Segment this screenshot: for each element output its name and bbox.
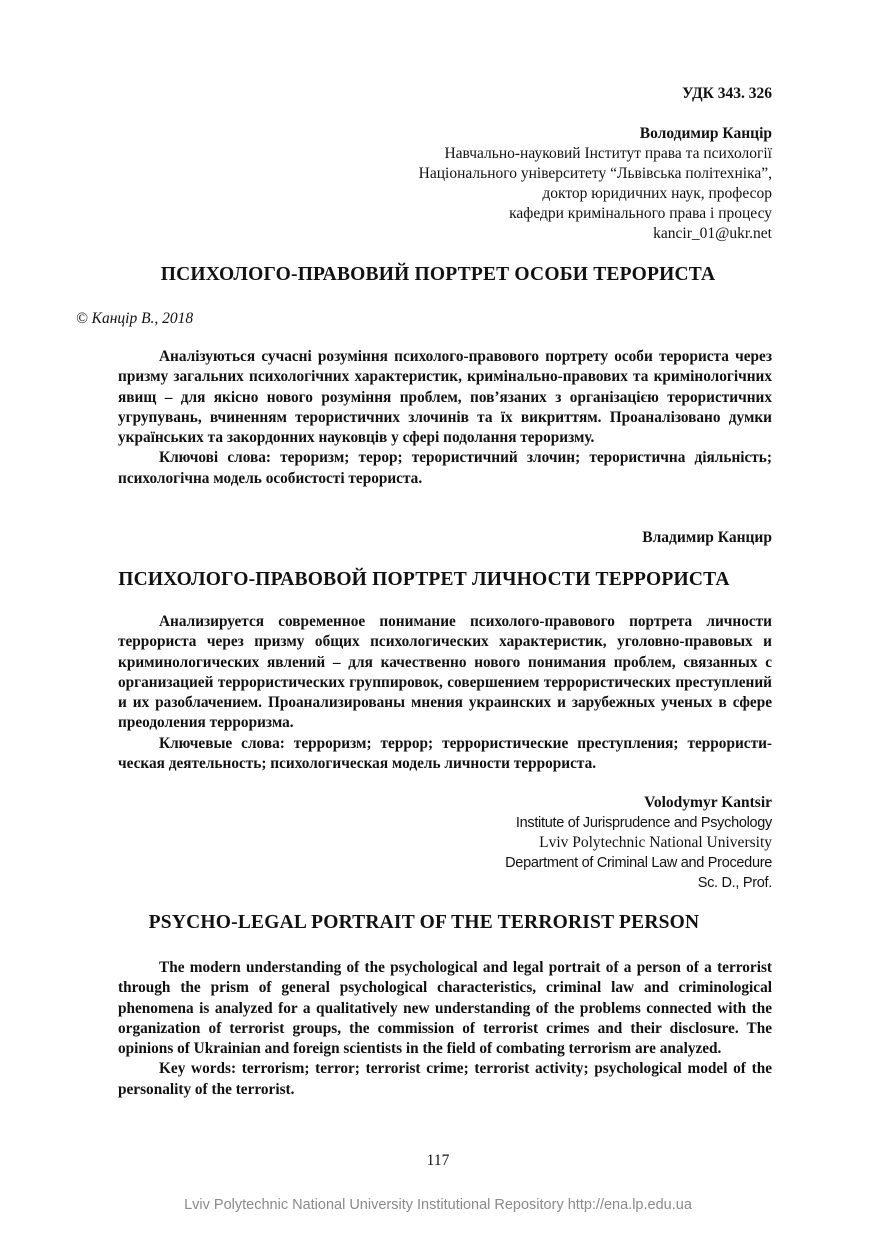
en-author-name: Volodymyr Kantsir [644,794,772,811]
ru-keywords: Ключевые слова: терроризм; террор; террористические преступления; террористи-ческая деятельность; психологическая модель личности террориста. [118,734,772,773]
uk-author-email: kancir_01@ukr.net [653,225,772,242]
uk-author-affiliation-2: Національного університету “Львівська політехніка”, [418,165,772,182]
en-abstract-block [118,958,772,1100]
uk-author-degree: доктор юридичних наук, професор [542,185,772,202]
uk-abstract-block [118,347,772,489]
en-author-block [505,793,772,893]
en-keywords: Key words: terrorism; terror; terrorist crime; terrorist activity; psychological model of the personality of the terrorist. [118,1060,772,1098]
repository-footer: Lviv Polytechnic National University Institutional Repository http://ena.lp.edu.ua [184,1197,692,1213]
ru-abstract: Анализируется современное понимание психолого-правового портрета личности террориста через призму общих психологических характеристик, уголовно-правовых и криминологических явлений – для качественно нового понимания проблем, связанных с организацией террористических группировок, совершением террористических преступлений и их разоблачением. Проанализированы мнения украинских и зарубежных ученых в сфере преодоления терроризма. [118,613,772,732]
ru-abstract-block [118,612,772,774]
uk-keywords: Ключові слова: тероризм; терор; терористичний злочин; терористична діяльність; психологічна модель особистості терориста. [118,449,772,487]
copyright: © Канцір В., 2018 [76,310,194,327]
udk-code: УДК 343. 326 [682,85,772,102]
uk-author-block [419,124,772,244]
en-title: PSYCHO-LEGAL PORTRAIT OF THE TERRORIST PERSON [148,912,700,933]
en-abstract: The modern understanding of the psychological and legal portrait of a person of a terrorist through the prism of general psychological characteristics, criminal law and criminological phenomena is analyzed for a qualitatively new understanding of the problems connected with the organization of terrorist groups, the commission of terrorist crimes and their disclosure. The opinions of Ukrainian and foreign scientists in the field of combating terrorism are analyzed. [118,959,772,1058]
en-author-university: Lviv Polytechnic National University [539,834,772,851]
ru-title: ПСИХОЛОГО-ПРАВОВОЙ ПОРТРЕТ ЛИЧНОСТИ ТЕРРОРИСТА [118,569,730,590]
ru-author-name: Владимир Канцир [642,529,772,546]
uk-author-department: кафедри кримінального права і процесу [509,205,772,222]
uk-author-affiliation-1: Навчально-науковий Інститут права та психології [444,145,772,162]
en-author-institute: Institute of Jurisprudence and Psychology [515,815,772,831]
page-number: 117 [426,1152,450,1169]
uk-author-name: Володимир Канцір [639,125,772,142]
uk-abstract: Аналізуються сучасні розуміння психолого-правового портрету особи терориста через призму загальних психологічних характеристик, кримінально-правових та кримінологічних явищ – для якісно нового розуміння проблем, пов’язаних з організацією терористичних угрупувань, вчиненням терористичних злочинів та їх викриттям. Проаналізовано думки українських та закордонних науковців у сфері подолання тероризму. [118,348,772,447]
uk-title: ПСИХОЛОГО-ПРАВОВИЙ ПОРТРЕТ ОСОБИ ТЕРОРИСТА [160,264,716,285]
en-author-department: Department of Criminal Law and Procedure [505,855,772,871]
en-author-degree: Sc. D., Prof. [697,875,772,891]
